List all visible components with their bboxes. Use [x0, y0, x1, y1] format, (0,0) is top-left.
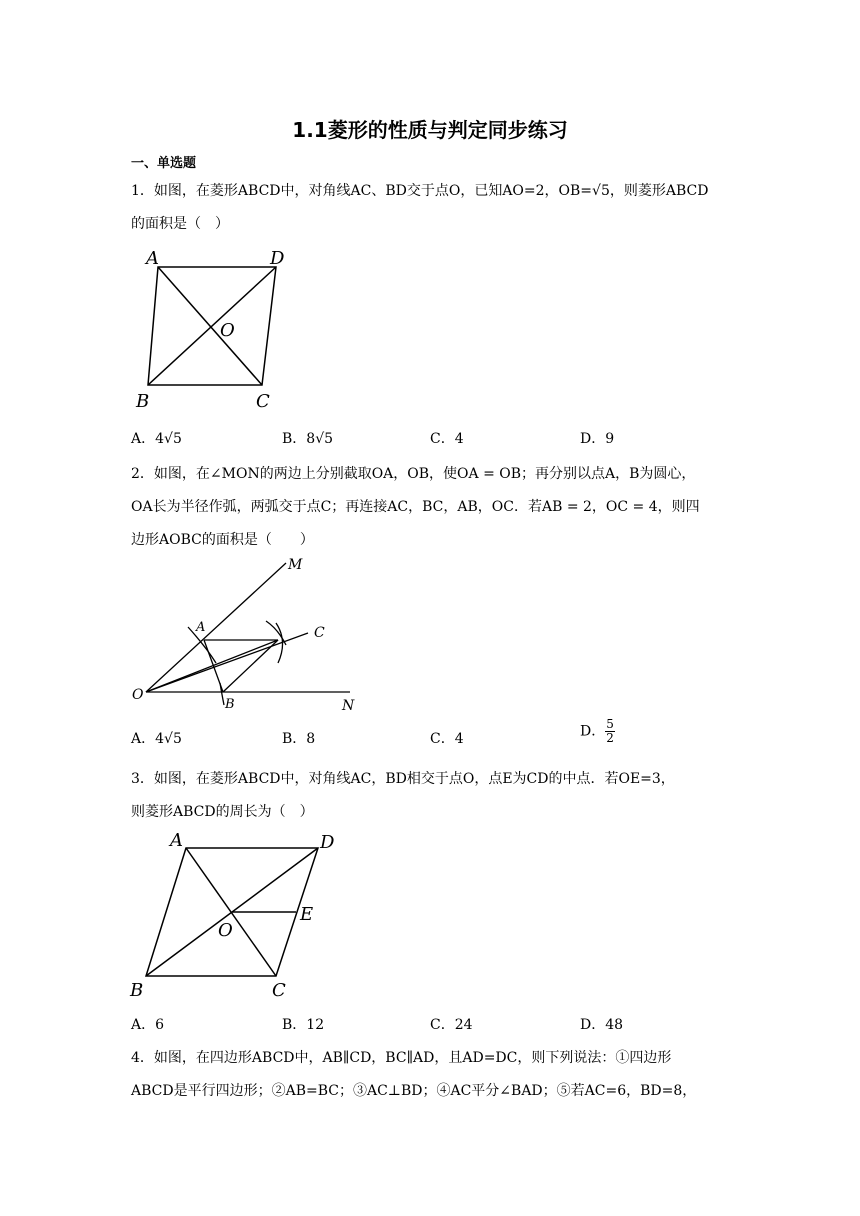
- q2-construction-figure: [128, 555, 368, 715]
- q3-option-b[interactable]: B．12: [282, 1017, 325, 1033]
- q4-text-line2: ABCD是平行四边形；②AB=BC；③AC⊥BD；④AC平分∠BAD；⑤若AC=6，BD=8，: [131, 1083, 697, 1099]
- fraction-numerator: 5: [606, 717, 614, 731]
- q2-label-m: M: [288, 557, 303, 573]
- q1-text-line2: 的面积是（ ）: [131, 216, 229, 232]
- q4-text-line1: 4．如图，在四边形ABCD中，AB∥CD，BC∥AD，且AD=DC，则下列说法：①四边形: [131, 1050, 672, 1066]
- q3-option-c[interactable]: C．24: [430, 1017, 473, 1033]
- q2-label-a: A: [196, 620, 206, 635]
- q3-label-e: E: [300, 904, 314, 925]
- q2-text-line2: OA长为半径作弧，两弧交于点C；再连接AC，BC，AB，OC．若AB = 2，OC = 4，则四: [131, 499, 700, 515]
- q3-label-o: O: [218, 920, 233, 941]
- q3-rhombus-figure: [128, 828, 348, 1003]
- q1-rhombus-figure: [130, 245, 300, 415]
- q1-text-line1: 1．如图，在菱形ABCD中，对角线AC、BD交于点O，已知AO=2，OB=√5，则菱形ABCD: [131, 183, 709, 199]
- q3-label-d: D: [320, 832, 335, 853]
- q2-option-b[interactable]: B．8: [282, 731, 316, 747]
- q2-option-a[interactable]: A．4√5: [131, 731, 182, 747]
- q3-option-a[interactable]: A．6: [131, 1017, 165, 1033]
- q1-option-b[interactable]: B．8√5: [282, 431, 334, 447]
- q1-option-a[interactable]: A．4√5: [131, 431, 182, 447]
- q2-label-b: B: [225, 697, 235, 712]
- q3-label-c: C: [272, 980, 286, 1001]
- q2-label-o: O: [132, 687, 144, 703]
- q2-option-d-fraction: [605, 718, 615, 745]
- page-title: 1.1菱形的性质与判定同步练习: [292, 118, 568, 142]
- q1-label-d: D: [270, 248, 285, 269]
- q1-label-b: B: [136, 391, 150, 412]
- q1-option-d[interactable]: D．9: [580, 431, 615, 447]
- q2-label-c: C: [314, 625, 325, 641]
- q2-option-c[interactable]: C．4: [430, 731, 464, 747]
- q2-text-line3: 边形AOBC的面积是（ ）: [131, 532, 314, 548]
- q2-option-d-prefix: D．: [580, 723, 606, 740]
- q1-label-o: O: [220, 320, 235, 341]
- q3-label-b: B: [130, 980, 144, 1001]
- q1-label-a: A: [146, 248, 159, 269]
- q2-text-line1: 2．如图，在∠MON的两边上分别截取OA，OB，使OA = OB；再分别以点A，B为圆心，: [131, 466, 696, 482]
- q1-label-c: C: [256, 391, 270, 412]
- q2-label-n: N: [342, 698, 355, 714]
- q3-text-line1: 3．如图，在菱形ABCD中，对角线AC，BD相交于点O，点E为CD的中点．若OE=3，: [131, 771, 675, 787]
- q3-label-a: A: [170, 830, 183, 851]
- q1-option-c[interactable]: C．4: [430, 431, 464, 447]
- section-heading: 一、单选题: [131, 156, 197, 171]
- fraction-denominator: 2: [606, 731, 614, 745]
- q2-option-d[interactable]: [580, 718, 615, 745]
- q3-option-d[interactable]: D．48: [580, 1017, 624, 1033]
- q3-text-line2: 则菱形ABCD的周长为（ ）: [131, 804, 314, 820]
